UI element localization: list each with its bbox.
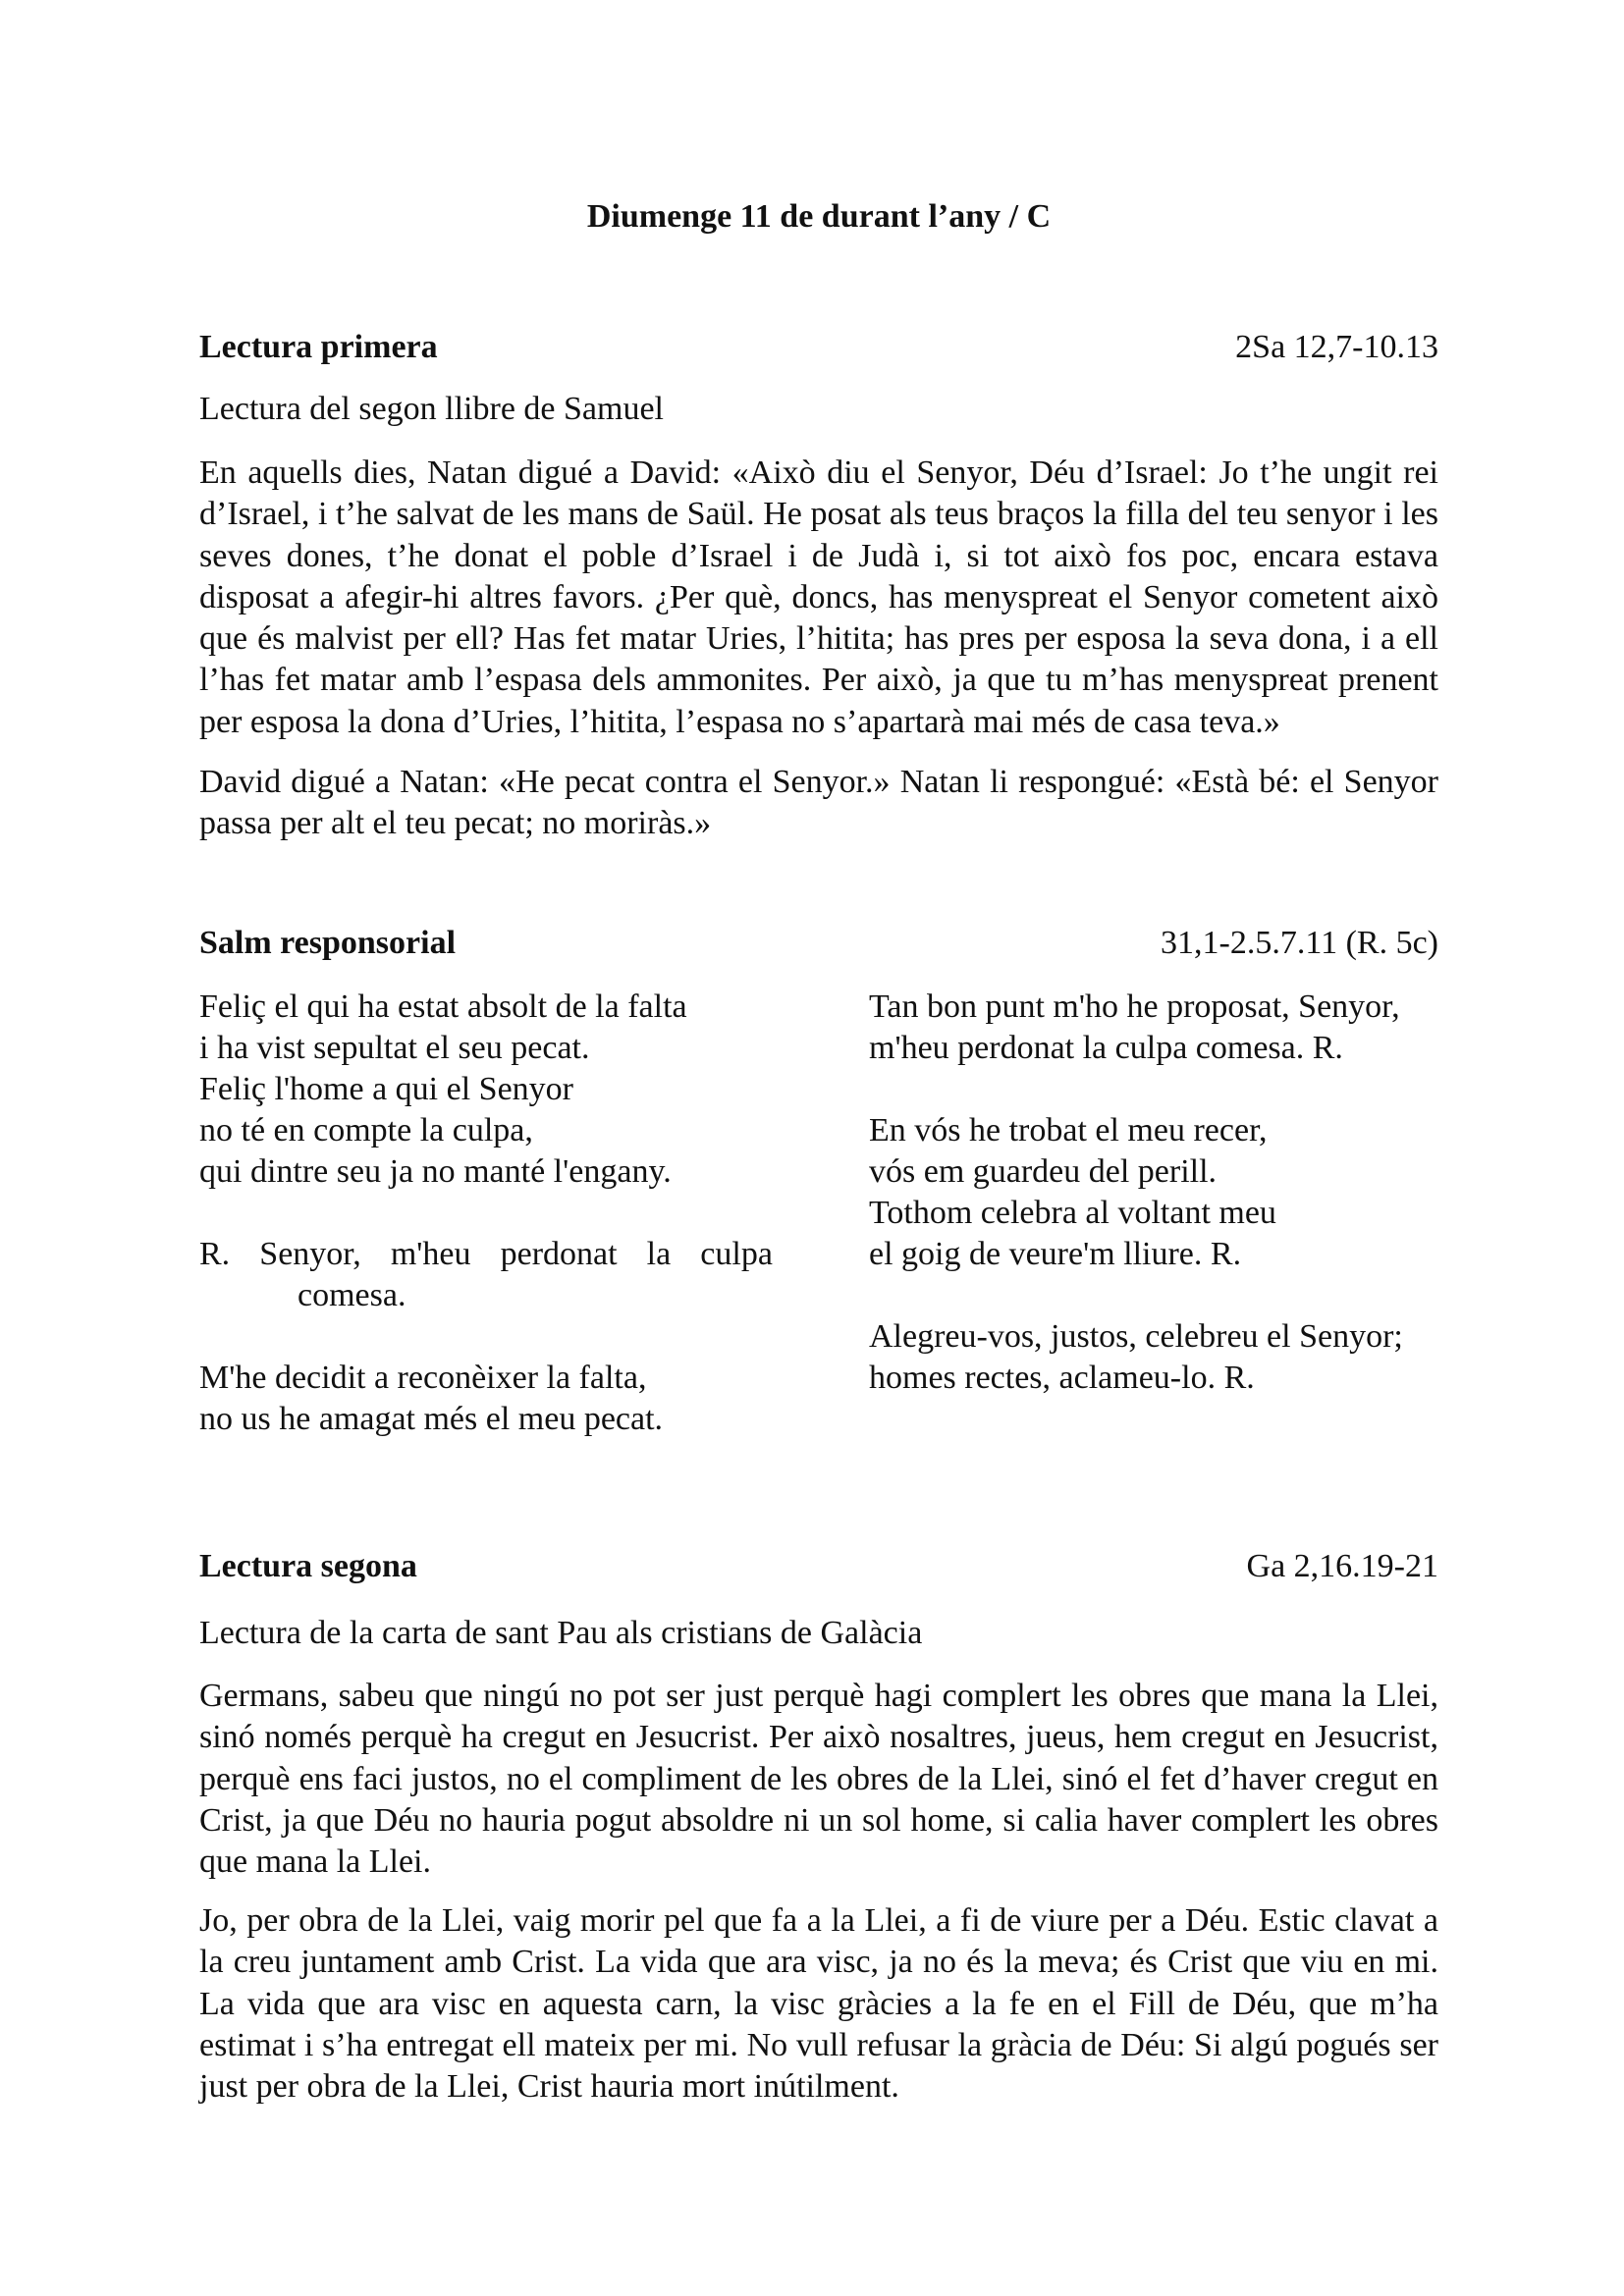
verse-line: M'he decidit a reconèixer la falta, bbox=[199, 1360, 647, 1396]
reading1-reference: 2Sa 12,7-10.13 bbox=[1235, 329, 1438, 365]
psalm-refrain bbox=[199, 1234, 779, 1316]
verse-line: vós em guardeu del perill. bbox=[869, 1153, 1218, 1190]
reading2-intro: Lectura de la carta de sant Pau als cristians de Galàcia bbox=[199, 1615, 923, 1651]
reading1-intro: Lectura del segon llibre de Samuel bbox=[199, 391, 664, 427]
reading1-paragraph-1: En aquells dies, Natan digué a David: «Això diu el Senyor, Déu d’Israel: Jo t’he ungit rei d’Israel, i t’he salvat de les mans de Saül. He posat als teus braços la filla del teu senyor i les seves dones, t’he donat el poble d’Israel i de Judà i, si tot això fos poc, encara estava disposat a afegir-hi altres favors. ¿Per què, doncs, has menyspreat el Senyor cometent això que és malvist per ell? Has fet matar Uries, l’hitita; has pres per esposa la seva dona, i a ell l’has fet matar amb l’espasa dels ammonites. Per això, ja que tu m’has menyspreat prenent per esposa la dona d’Uries, l’hitita, l’espasa no s’apartarà mai més de casa teva.» bbox=[199, 454, 1438, 740]
refrain-word: Senyor, bbox=[259, 1236, 361, 1272]
reading2-paragraph-2: Jo, per obra de la Llei, vaig morir pel que fa a la Llei, a fi de viure per a Déu. Estic clavat a la creu juntament amb Crist. La vida que ara visc, ja no és la meva; és Crist que viu en mi. La vida que ara visc en aquesta carn, la visc gràcies a la fe en el Fill de Déu, que m’ha estimat i s’ha entregat ell mateix per mi. No vull refusar la gràcia de Déu: Si algú pogués ser just per obra de la Llei, Crist hauria mort inútilment. bbox=[199, 1902, 1438, 2106]
reading2-heading: Lectura segona bbox=[199, 1548, 417, 1584]
refrain-word: perdonat bbox=[500, 1236, 618, 1272]
psalm-left-column bbox=[199, 987, 779, 1481]
psalm-stanza bbox=[869, 987, 1438, 1069]
psalm-header bbox=[199, 923, 1438, 964]
psalm-stanza bbox=[199, 1358, 779, 1440]
verse-line: Feliç l'home a qui el Senyor bbox=[199, 1071, 573, 1107]
refrain-word: R. bbox=[199, 1236, 231, 1272]
verse-line: Tan bon punt m'ho he proposat, Senyor, bbox=[869, 988, 1400, 1025]
refrain-word: la bbox=[646, 1236, 672, 1272]
verse-line: Alegreu-vos, justos, celebreu el Senyor; bbox=[869, 1318, 1403, 1355]
psalm-right-column bbox=[869, 987, 1438, 1440]
psalm-stanza bbox=[869, 1316, 1438, 1399]
psalm-heading: Salm responsorial bbox=[199, 925, 457, 961]
verse-line: Tothom celebra al voltant meu bbox=[869, 1195, 1276, 1231]
refrain-word: m'heu bbox=[390, 1236, 471, 1272]
verse-line: el goig de veure'm lliure. R. bbox=[869, 1236, 1242, 1272]
refrain-continuation: comesa. bbox=[298, 1277, 406, 1313]
verse-line: i ha vist sepultat el seu pecat. bbox=[199, 1030, 590, 1066]
page-title: Diumenge 11 de durant l’any / C bbox=[586, 198, 1052, 235]
verse-line: Feliç el qui ha estat absolt de la falta bbox=[199, 988, 687, 1025]
reading2-header bbox=[199, 1546, 1438, 1587]
psalm-stanza bbox=[869, 1110, 1438, 1275]
verse-line: qui dintre seu ja no manté l'engany. bbox=[199, 1153, 672, 1190]
refrain-line bbox=[199, 1234, 773, 1275]
psalm-reference: 31,1-2.5.7.11 (R. 5c) bbox=[1161, 925, 1438, 961]
refrain-word: culpa bbox=[700, 1236, 773, 1272]
verse-line: m'heu perdonat la culpa comesa. R. bbox=[869, 1030, 1343, 1066]
reading2-paragraph-1: Germans, sabeu que ningú no pot ser just perquè hagi complert les obres que mana la Llei, sinó només perquè ha cregut en Jesucrist. Per això nosaltres, jueus, hem cregut en Jesucrist, perquè ens faci justos, no el compliment de les obres de la Llei, sinó el fet d’haver cregut en Crist, ja que Déu no hauria pogut absoldre ni un sol home, si calia haver complert les obres que mana la Llei. bbox=[199, 1678, 1438, 1881]
psalm-stanza bbox=[199, 987, 779, 1193]
reading1-heading: Lectura primera bbox=[199, 329, 438, 365]
verse-line: no us he amagat més el meu pecat. bbox=[199, 1401, 664, 1437]
verse-line: En vós he trobat el meu recer, bbox=[869, 1112, 1268, 1148]
reading1-header bbox=[199, 327, 1438, 368]
verse-line: homes rectes, aclameu-lo. R. bbox=[869, 1360, 1255, 1396]
reading1-paragraph-2: David digué a Natan: «He pecat contra el Senyor.» Natan li respongué: «Està bé: el Senyor passa per alt el teu pecat; no moriràs.» bbox=[199, 764, 1438, 842]
verse-line: no té en compte la culpa, bbox=[199, 1112, 533, 1148]
reading2-reference: Ga 2,16.19-21 bbox=[1246, 1548, 1438, 1584]
